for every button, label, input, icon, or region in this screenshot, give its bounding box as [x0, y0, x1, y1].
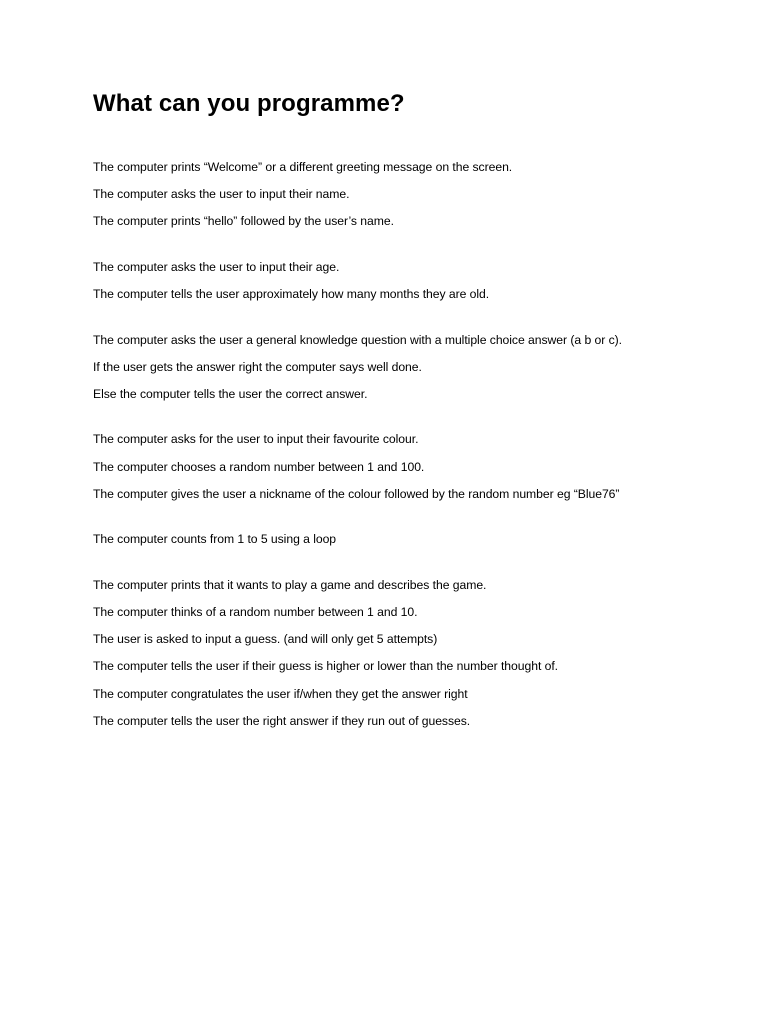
text-line: The computer asks the user to input their age.	[93, 259, 340, 274]
text-line: The computer gives the user a nickname of the colour followed by the random number eg “Blue76”	[93, 486, 620, 501]
paragraph-quiz	[93, 331, 733, 403]
text-line: The computer chooses a random number between 1 and 100.	[93, 459, 425, 474]
text-line: The computer congratulates the user if/when they get the answer right	[93, 686, 468, 701]
text-line: The user is asked to input a guess. (and will only get 5 attempts)	[93, 632, 438, 647]
paragraph-loop	[93, 530, 733, 548]
paragraph-guessing-game	[93, 576, 733, 730]
paragraph-age	[93, 258, 733, 303]
paragraph-greeting	[93, 158, 733, 230]
text-line: The computer asks the user to input their name.	[93, 187, 350, 202]
text-line: The computer tells the user approximately how many months they are old.	[93, 287, 490, 302]
text-line: The computer counts from 1 to 5 using a loop	[93, 532, 337, 547]
document-body	[93, 158, 733, 757]
text-line: The computer thinks of a random number between 1 and 10.	[93, 605, 418, 619]
text-line: The computer asks for the user to input their favourite colour.	[93, 432, 419, 447]
text-line: Else the computer tells the user the correct answer.	[93, 386, 368, 401]
text-line: The computer asks the user a general knowledge question with a multiple choice answer (a b or c).	[93, 332, 622, 347]
text-line: The computer prints that it wants to play a game and describes the game.	[93, 577, 487, 592]
page-title: What can you programme?	[93, 90, 405, 117]
text-line: The computer tells the user if their guess is higher or lower than the number thought of.	[93, 659, 559, 674]
text-line: The computer prints “Welcome” or a different greeting message on the screen.	[93, 160, 513, 174]
paragraph-nickname	[93, 430, 733, 502]
text-line: If the user gets the answer right the computer says well done.	[93, 359, 422, 374]
text-line: The computer prints “hello” followed by the user’s name.	[93, 214, 394, 229]
text-line: The computer tells the user the right answer if they run out of guesses.	[93, 713, 471, 728]
